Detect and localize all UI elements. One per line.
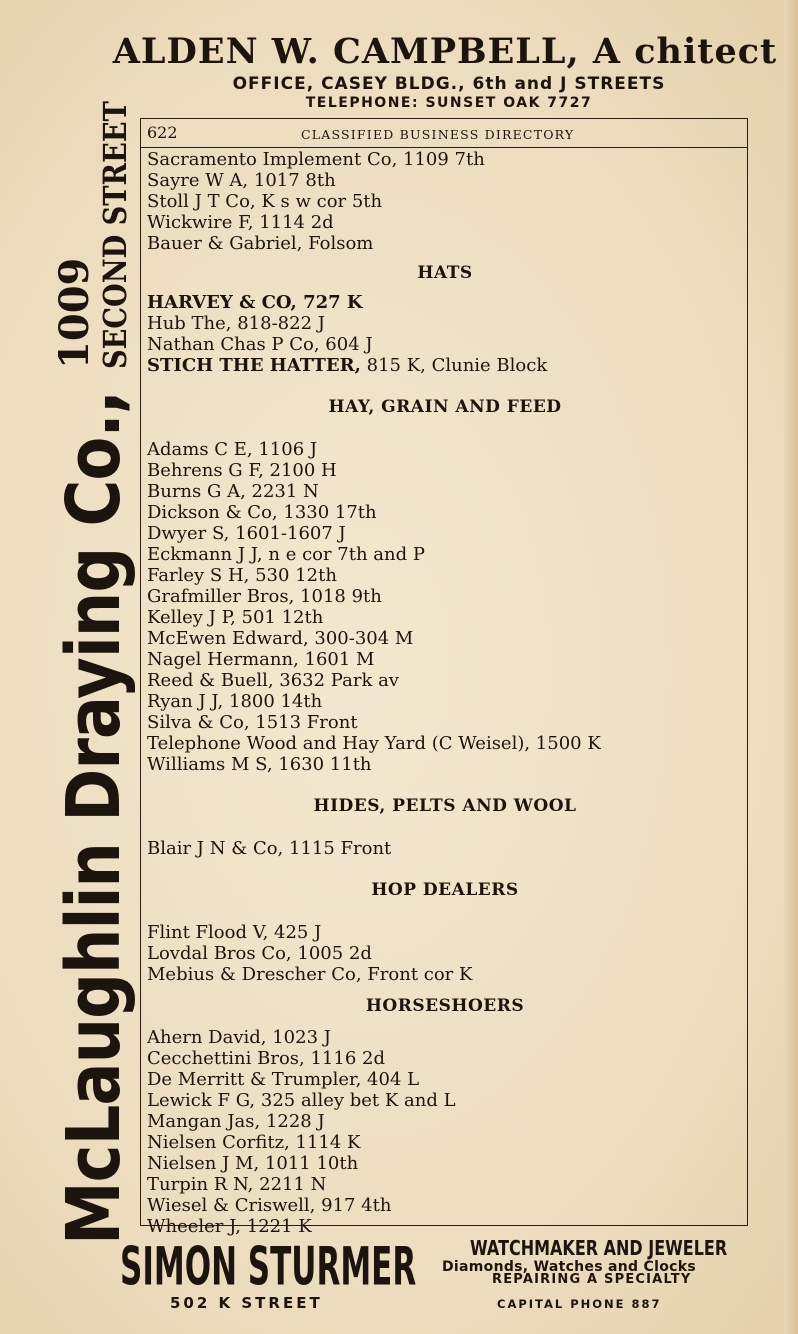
directory-title: CLASSIFIED BUSINESS DIRECTORY [301,127,575,142]
directory-entry: Hub The, 818-822 J [147,313,325,334]
directory-entry: Nielsen J M, 1011 10th [147,1153,359,1174]
directory-entry: Silva & Co, 1513 Front [147,712,358,733]
page-edge [784,0,798,1334]
bottom-advertisement [0,1228,798,1334]
directory-entry: Sayre W A, 1017 8th [147,170,336,191]
directory-entry: Blair J N & Co, 1115 Front [147,838,392,859]
directory-entry: Kelley J P, 501 12th [147,607,324,628]
directory-entry: Telephone Wood and Hay Yard (C Weisel), 1500 K [147,733,601,754]
directory-entry [147,355,743,376]
directory-entry: Wheeler J, 1221 K [147,1216,312,1237]
jeweler-goods: Diamonds, Watches and Clocks [442,1259,696,1275]
entry-name-bold: STICH THE HATTER, [147,355,361,376]
directory-entry: Behrens G F, 2100 H [147,460,337,481]
directory-entry: Burns G A, 2231 N [147,481,319,502]
directory-entry: Flint Flood V, 425 J [147,922,322,943]
directory-entry: Stoll J T Co, K s w cor 5th [147,191,383,212]
page-number: 622 [147,123,178,142]
jeweler-name: SIMON STURMER [120,1236,417,1297]
directory-entries [147,149,743,1237]
directory-entry: Wiesel & Criswell, 917 4th [147,1195,392,1216]
directory-entry: Eckmann J J, n e cor 7th and P [147,544,425,565]
directory-entry: Nielsen Corfitz, 1114 K [147,1132,361,1153]
directory-entry: McEwen Edward, 300-304 M [147,628,414,649]
section-heading: HOP DEALERS [371,880,519,900]
directory-entry: Bauer & Gabriel, Folsom [147,233,374,254]
jeweler-specialty: REPAIRING A SPECIALTY [492,1272,692,1287]
draying-company-address [50,54,135,369]
directory-entry: Ryan J J, 1800 14th [147,691,323,712]
top-advertisement [60,30,790,112]
directory-entry: Turpin R N, 2211 N [147,1174,327,1195]
jeweler-phone: CAPITAL PHONE 887 [497,1297,662,1311]
directory-entry: Lovdal Bros Co, 1005 2d [147,943,372,964]
draying-company-name: McLaughlin Draying Co., [51,390,138,1245]
directory-entry: Adams C E, 1106 J [147,439,318,460]
section-heading: HORSESHOERS [365,996,525,1016]
section-heading: HATS [417,263,473,283]
directory-entry: Nagel Hermann, 1601 M [147,649,375,670]
directory-entry: Farley S H, 530 12th [147,565,337,586]
directory-entry: Dwyer S, 1601-1607 J [147,523,346,544]
section-heading: HIDES, PELTS AND WOOL [313,796,577,816]
side-advertisement [50,101,138,1245]
directory-entry: Cecchettini Bros, 1116 2d [147,1048,385,1069]
directory-entry: Lewick F G, 325 alley bet K and L [147,1090,456,1111]
directory-entry: Wickwire F, 1114 2d [147,212,334,233]
directory-entry: Reed & Buell, 3632 Park av [147,670,399,691]
directory-entry: Mangan Jas, 1228 J [147,1111,325,1132]
directory-entry: Mebius & Drescher Co, Front cor K [147,964,473,985]
directory-box [140,118,748,1237]
directory-entry: De Merritt & Trumpler, 404 L [147,1069,420,1090]
street-number: 1009 [50,257,98,369]
section-heading: HAY, GRAIN AND FEED [328,397,562,417]
architect-name: ALDEN W. CAMPBELL, A chitect [112,31,778,72]
directory-entry: Grafmiller Bros, 1018 9th [147,586,382,607]
architect-office: OFFICE, CASEY BLDG., 6th and J STREETS [232,74,666,94]
entry-address: 815 K, Clunie Block [360,355,548,376]
directory-entry: Ahern David, 1023 J [147,1027,331,1048]
directory-entry: Dickson & Co, 1330 17th [147,502,377,523]
directory-entry: Sacramento Implement Co, 1109 7th [147,149,485,170]
directory-entry: Nathan Chas P Co, 604 J [147,334,373,355]
directory-entry: Williams M S, 1630 11th [147,754,372,775]
directory-entry: HARVEY & CO, 727 K [147,292,363,313]
directory-header [141,119,747,148]
jeweler-address: 502 K STREET [170,1294,323,1312]
architect-telephone: TELEPHONE: SUNSET OAK 7727 [305,95,593,111]
street-name: SECOND STREET [95,101,134,369]
jeweler-trade: WATCHMAKER AND JEWELER [470,1236,728,1260]
